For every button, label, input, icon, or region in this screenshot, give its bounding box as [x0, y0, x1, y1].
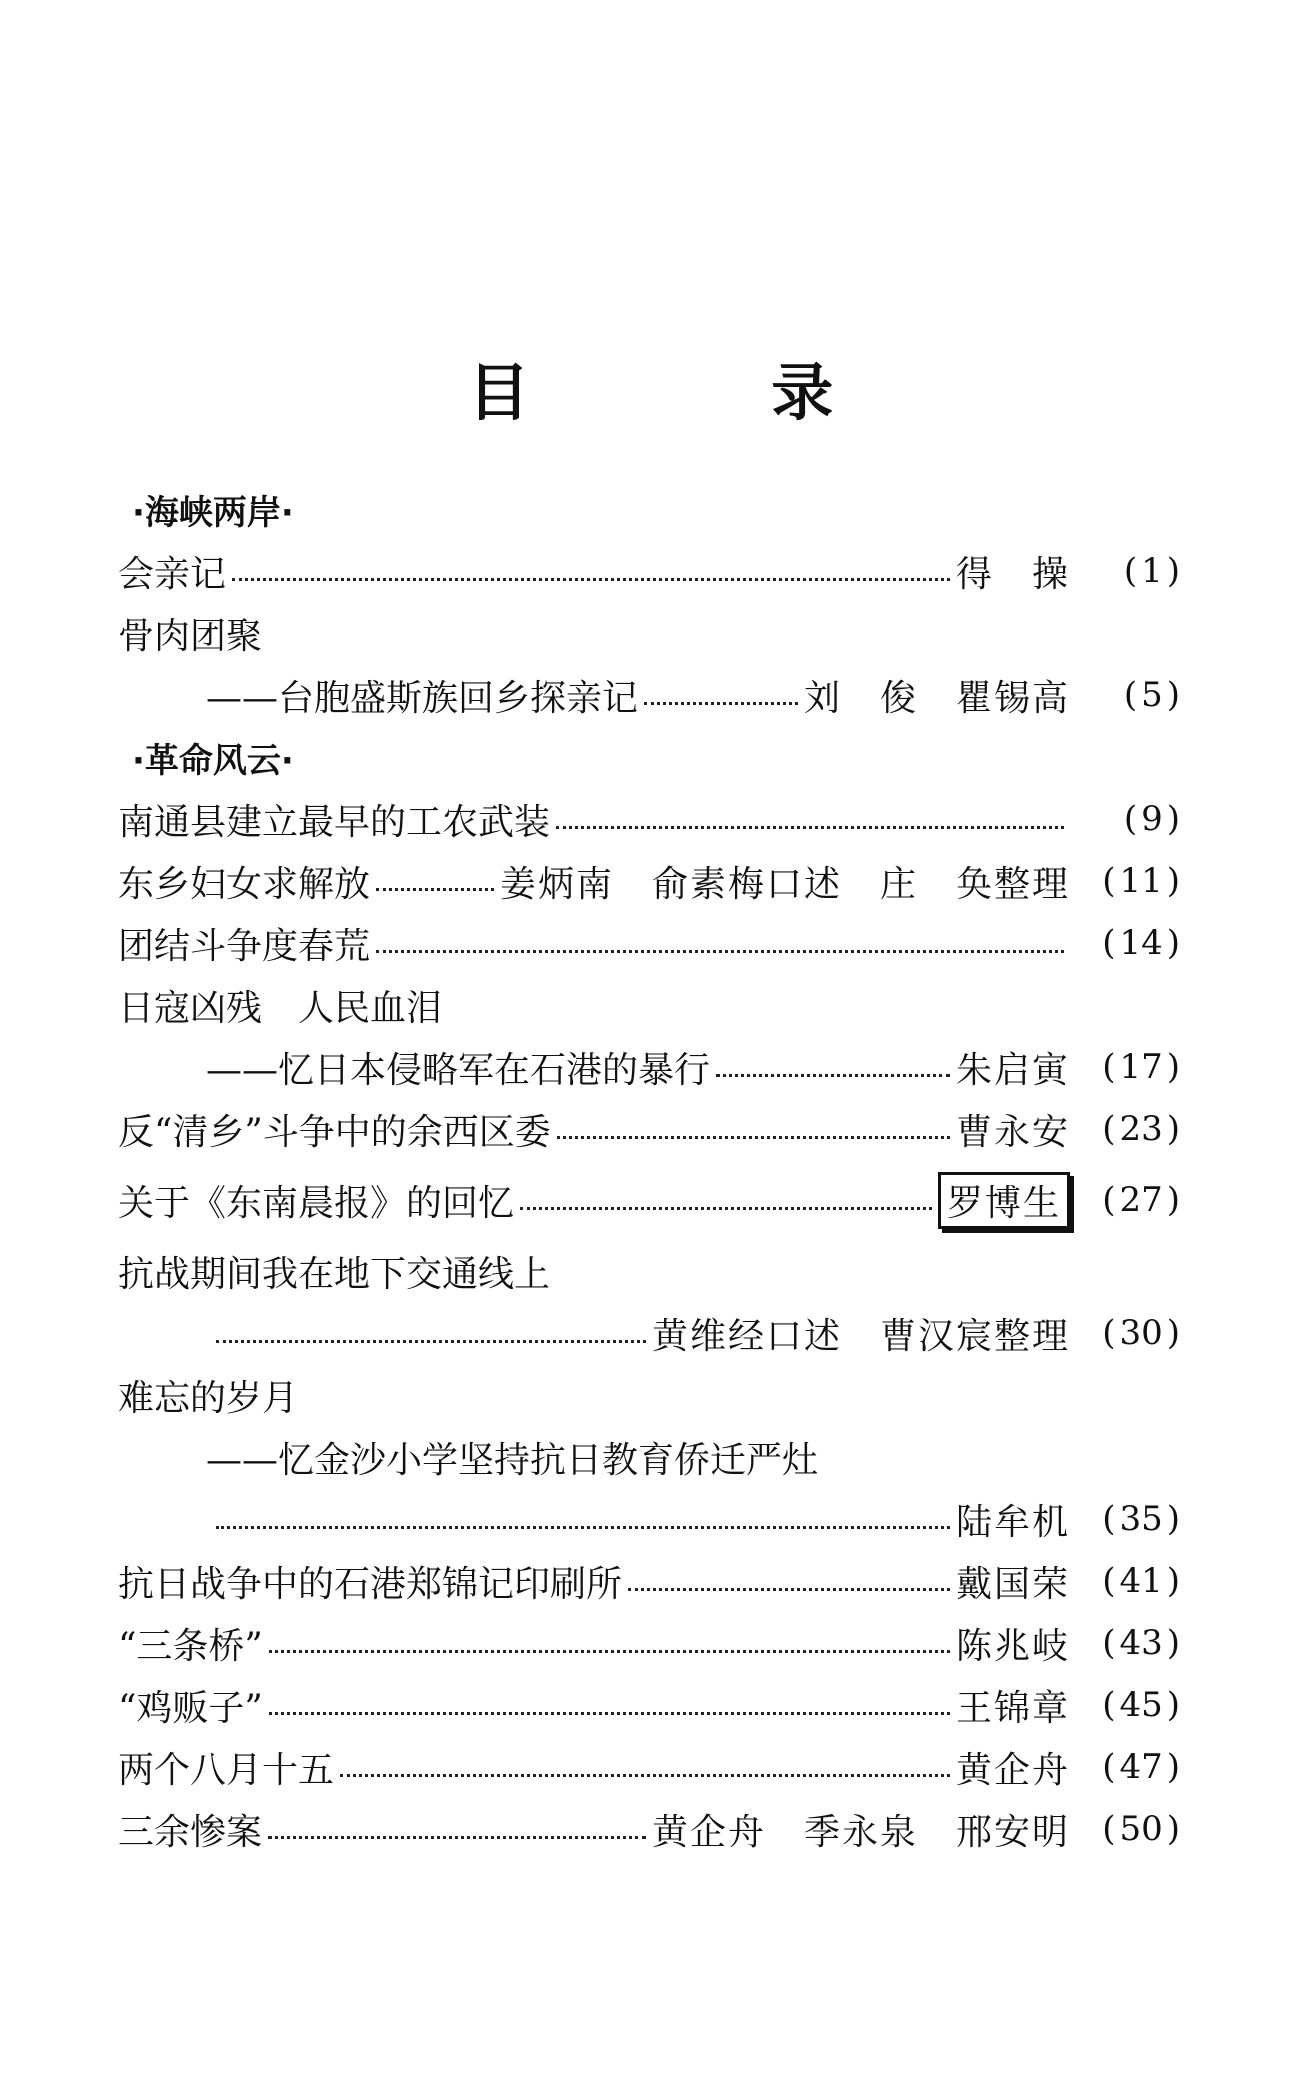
toc-entry: [118, 1160, 1180, 1240]
entry-page: ( 30 ): [1102, 1313, 1180, 1353]
entry-page: ( 1 ): [1123, 551, 1180, 591]
section-heading: [118, 478, 1180, 540]
dot-leader: [376, 888, 494, 891]
toc-entry: [118, 1488, 1180, 1550]
entry-subtitle: ——台胞盛斯族回乡探亲记: [206, 677, 639, 719]
dot-leader: [269, 1650, 950, 1653]
page-number: 14: [1119, 923, 1163, 963]
toc-entry: [118, 850, 1180, 912]
page-number: 17: [1119, 1047, 1163, 1087]
toc-entry: [118, 1736, 1180, 1798]
entry-author: 姜炳南 俞素梅口述 庄 奂整理: [499, 863, 1070, 905]
toc-entry: [118, 1612, 1180, 1674]
toc-entry: [118, 602, 1180, 664]
entry-page: ( 11 ): [1102, 861, 1180, 901]
entry-author: 黄企舟: [955, 1749, 1070, 1791]
dot-leader: [557, 1136, 950, 1139]
page-number: 9: [1141, 799, 1163, 839]
entry-page: ( 23 ): [1102, 1109, 1180, 1149]
entry-title: “鸡贩子”: [118, 1687, 263, 1729]
entry-author: 黄维经口述 曹汉宸整理: [651, 1315, 1070, 1357]
toc-entry: [118, 912, 1180, 974]
page-number: 41: [1119, 1561, 1163, 1601]
entry-page: ( 5 ): [1123, 675, 1180, 715]
toc-entry: [118, 788, 1180, 850]
dot-leader: [628, 1588, 950, 1591]
entry-title: 抗日战争中的石港郑锦记印刷所: [118, 1563, 623, 1605]
page-number: 23: [1119, 1109, 1163, 1149]
entry-title: 东乡妇女求解放: [118, 863, 371, 905]
dot-leader: [376, 950, 1064, 953]
dot-leader: [232, 578, 950, 581]
page-number: 50: [1119, 1809, 1163, 1849]
entry-page: ( 41 ): [1102, 1561, 1180, 1601]
dot-leader: [520, 1207, 932, 1210]
page-number: 1: [1141, 551, 1163, 591]
page-number: 47: [1119, 1747, 1163, 1787]
toc-entry: [118, 664, 1180, 726]
entry-page: ( 43 ): [1102, 1623, 1180, 1663]
entry-page: ( 47 ): [1102, 1747, 1180, 1787]
page-number: 45: [1119, 1685, 1163, 1725]
toc-entry: [118, 540, 1180, 602]
dot-leader: [268, 1836, 646, 1839]
entry-author: 王锦章: [955, 1687, 1070, 1729]
page-number: 5: [1141, 675, 1163, 715]
section-label: ·海峡两岸·: [132, 492, 294, 533]
entry-title: 三余惨案: [118, 1811, 263, 1853]
toc-entry: [118, 1036, 1180, 1098]
toc-entry: [118, 1098, 1180, 1160]
section-heading: [118, 726, 1180, 788]
entry-author: 刘 俊 瞿锡高: [803, 677, 1070, 719]
dot-leader: [216, 1526, 950, 1529]
entry-page: ( 27 ): [1102, 1180, 1180, 1220]
entry-page: ( 50 ): [1102, 1809, 1180, 1849]
entry-title: 两个八月十五: [118, 1749, 335, 1791]
entry-title: 反“清乡”斗争中的余西区委: [118, 1111, 551, 1153]
entry-title: 抗战期间我在地下交通线上: [118, 1253, 551, 1295]
page-number: 11: [1119, 861, 1163, 901]
entry-author: 曹永安: [955, 1111, 1070, 1153]
entry-author: 黄企舟 季永泉 邢安明: [651, 1811, 1070, 1853]
entry-subtitle: ——忆日本侵略军在石港的暴行: [206, 1049, 711, 1091]
entry-page: ( 45 ): [1102, 1685, 1180, 1725]
entry-author: 陈兆岐: [955, 1625, 1070, 1667]
entry-title: 关于《东南晨报》的回忆: [118, 1182, 515, 1224]
toc-entry: [118, 974, 1180, 1036]
section-label: ·革命风云·: [132, 740, 294, 781]
entry-title: “三条桥”: [118, 1625, 263, 1667]
entry-page: ( 14 ): [1102, 923, 1180, 963]
entry-title: 骨肉团聚: [118, 615, 263, 657]
entry-page: ( 9 ): [1123, 799, 1180, 839]
dot-leader: [340, 1774, 950, 1777]
toc-entry: [118, 1426, 1180, 1488]
dot-leader: [716, 1074, 950, 1077]
entry-title: 团结斗争度春荒: [118, 925, 371, 967]
page-number: 35: [1119, 1499, 1163, 1539]
entry-title: 会亲记: [118, 553, 227, 595]
table-of-contents: [118, 478, 1180, 1860]
entry-author: 得 操: [955, 553, 1070, 595]
toc-entry: [118, 1240, 1180, 1302]
page-number: 27: [1119, 1180, 1163, 1220]
dot-leader: [556, 826, 1064, 829]
toc-entry: [118, 1302, 1180, 1364]
entry-title: 南通县建立最早的工农武装: [118, 801, 551, 843]
entry-author: 陆牟机: [955, 1501, 1070, 1543]
page-number: 43: [1119, 1623, 1163, 1663]
dot-leader: [644, 702, 798, 705]
entry-title: 日寇凶残 人民血泪: [118, 987, 443, 1029]
toc-entry: [118, 1550, 1180, 1612]
toc-entry: [118, 1364, 1180, 1426]
entry-page: ( 35 ): [1102, 1499, 1180, 1539]
page-title: 目 录: [467, 356, 944, 429]
entry-subtitle: ——忆金沙小学坚持抗日教育侨迁严灶: [206, 1439, 819, 1481]
toc-entry: [118, 1798, 1180, 1860]
entry-author-boxed: 罗博生: [938, 1172, 1070, 1229]
entry-page: ( 17 ): [1102, 1047, 1180, 1087]
entry-author: 戴国荣: [955, 1563, 1070, 1605]
page-number: 30: [1119, 1313, 1163, 1353]
toc-entry: [118, 1674, 1180, 1736]
entry-title: 难忘的岁月: [118, 1377, 299, 1419]
entry-author: 朱启寅: [955, 1049, 1070, 1091]
dot-leader: [216, 1340, 646, 1343]
dot-leader: [269, 1712, 950, 1715]
